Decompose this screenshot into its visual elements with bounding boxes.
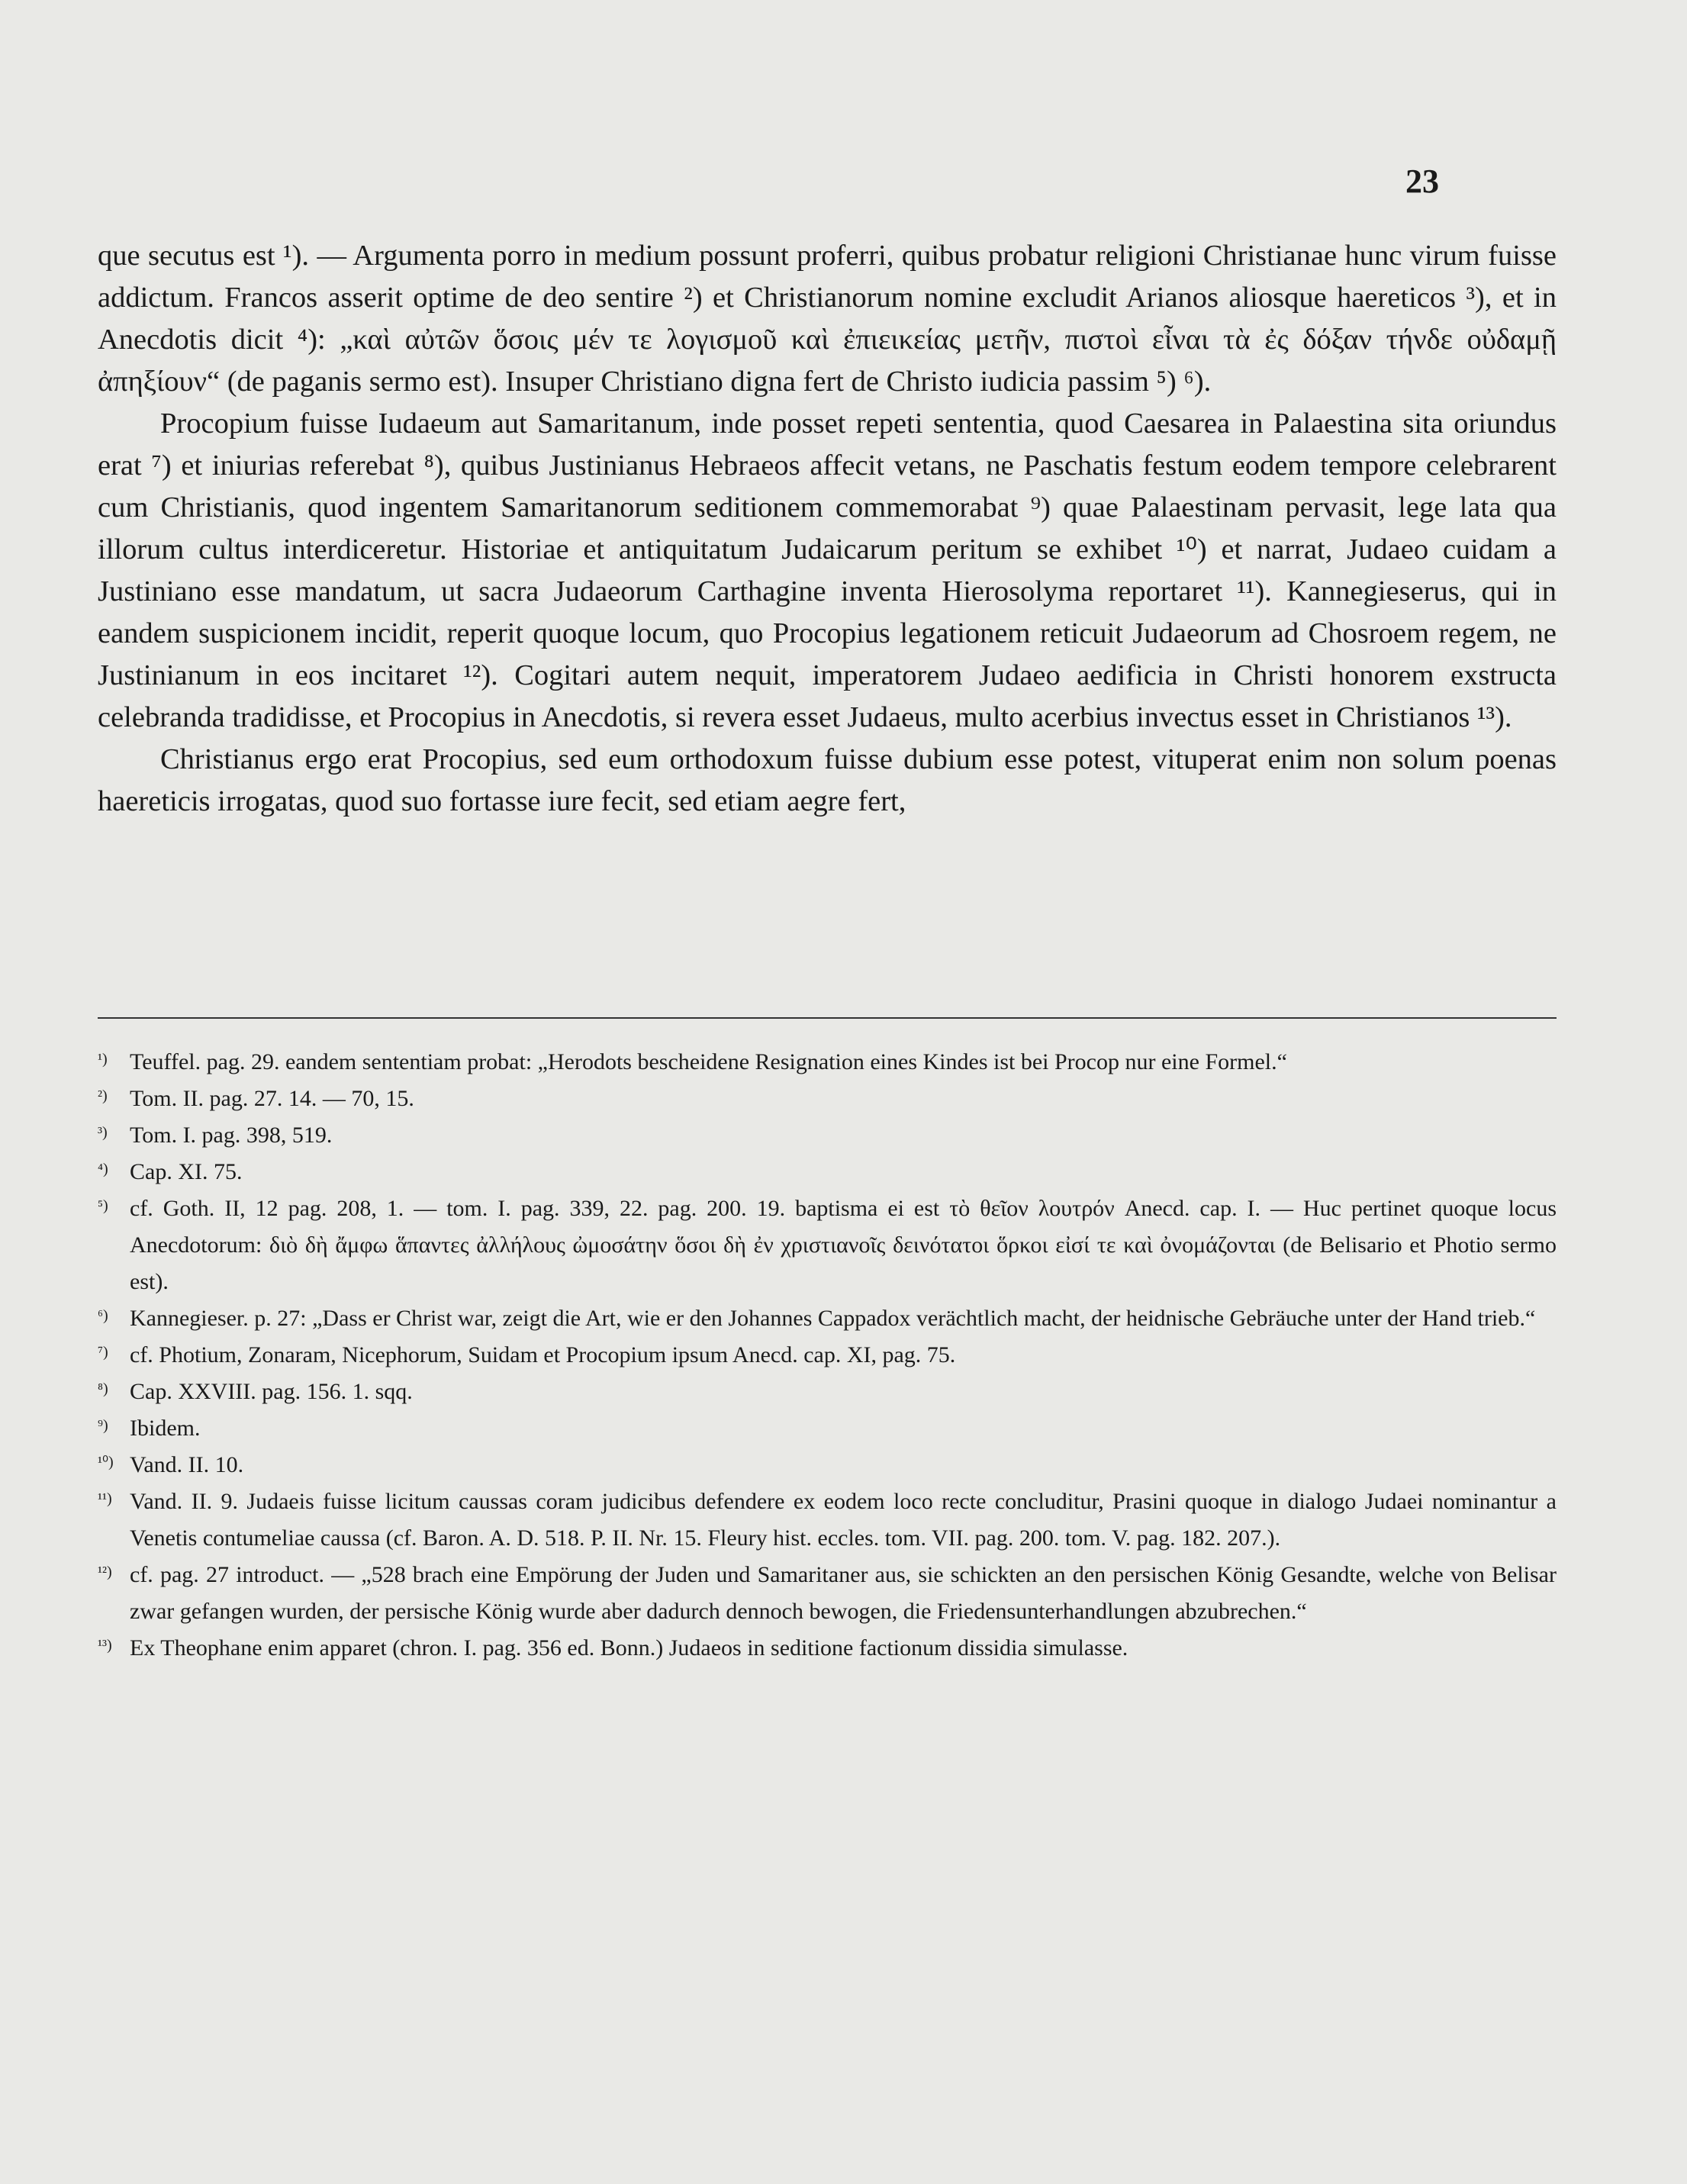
footnote-marker: ¹)	[98, 1051, 108, 1068]
footnotes	[98, 1044, 1557, 1667]
footnote-marker: ⁵)	[98, 1197, 108, 1214]
footnote-text: Ibidem.	[130, 1416, 201, 1441]
footnote-marker: ¹¹)	[98, 1490, 112, 1507]
main-text	[98, 235, 1557, 823]
footnote-marker: ³)	[98, 1124, 108, 1141]
footnote-marker: ⁷)	[98, 1344, 108, 1361]
footnote-marker: ¹²)	[98, 1564, 112, 1580]
paragraph: Procopium fuisse Iudaeum aut Samaritanum, inde posset repeti sententia, quod Caesarea in Palaestina sita oriundus erat ⁷) et iniurias referebat ⁸), quibus Justinianus Hebraeos affecit vetans, ne Paschatis festum eodem tempore celebrarent cum Christianis, quod ingentem Samaritanorum seditionem commemorabat ⁹) quae Palaestinam pervasit, lege lata qua illorum cultus interdiceretur. Historiae et antiquitatum Judaicarum peritum se exhibet ¹⁰) et narrat, Judaeo cuidam a Justiniano esse mandatum, ut sacra Judaeorum Carthagine inventa Hierosolyma reportaret ¹¹). Kannegieserus, qui in eandem suspicionem incidit, reperit quoque locum, quo Procopius legationem reticuit Judaeorum ad Chosroem regem, ne Justinianum in eos incitaret ¹²). Cogitari autem nequit, imperatorem Judaeo aedificia in Christi honorem exstructa celebranda tradidisse, et Procopius in Anecdotis, si revera esset Judaeus, multo acerbius invectus esset in Christianos ¹³).	[98, 407, 1557, 733]
footnote-marker: ⁹)	[98, 1417, 108, 1434]
footnote-text: Tom. II. pag. 27. 14. — 70, 15.	[130, 1086, 414, 1111]
paragraph: que secutus est ¹). — Argumenta porro in medium possunt proferri, quibus probatur religioni Christianae hunc virum fuisse addictum. Francos asserit optime de deo sentire ²) et Christianorum nomine excludit Arianos aliosque haereticos ³), et in Anecdotis dicit ⁴): „καὶ αὐτῶν ὅσοις μέν τε λογισμοῦ καὶ ἐπιεικείας μετῆν, πιστοὶ εἶναι τὰ ἐς δόξαν τήνδε οὐδαμῇ ἀπηξίουν“ (de paganis sermo est). Insuper Christiano digna fert de Christo iudicia passim ⁵) ⁶).	[98, 240, 1557, 398]
footnote-marker: ¹³)	[98, 1637, 112, 1654]
footnote-text: cf. Photium, Zonaram, Nicephorum, Suidam et Procopium ipsum Anecd. cap. XI, pag. 75.	[130, 1342, 956, 1367]
footnote-text: Ex Theophane enim apparet (chron. I. pag. 356 ed. Bonn.) Judaeos in seditione factionum dissidia simulasse.	[130, 1635, 1128, 1661]
footnote-text: Vand. II. 10.	[130, 1452, 244, 1477]
footnote-text: Cap. XI. 75.	[130, 1159, 243, 1184]
page-number: 23	[1405, 163, 1439, 200]
footnote-marker: ⁶)	[98, 1307, 108, 1324]
footnote	[98, 1081, 1557, 1117]
footnote-text: Kannegieser. p. 27: „Dass er Christ war, zeigt die Art, wie er den Johannes Cappadox verächtlich macht, der heidnische Gebräuche unter der Hand trieb.“	[130, 1306, 1536, 1331]
footnote-text: Teuffel. pag. 29. eandem sententiam probat: „Herodots bescheidene Resignation eines Kindes ist bei Procop nur eine Formel.“	[130, 1049, 1287, 1074]
footnote	[98, 1557, 1557, 1630]
footnote	[98, 1190, 1557, 1300]
footnote-text: Tom. I. pag. 398, 519.	[130, 1123, 333, 1148]
footnote-divider	[98, 1017, 1557, 1019]
footnote-marker: ⁴)	[98, 1161, 108, 1177]
footnote	[98, 1117, 1557, 1154]
footnote-marker: ¹⁰)	[98, 1454, 114, 1470]
footnote	[98, 1483, 1557, 1557]
footnote	[98, 1630, 1557, 1667]
footnote	[98, 1410, 1557, 1447]
footnote	[98, 1300, 1557, 1337]
footnote	[98, 1374, 1557, 1410]
footnote-marker: ⁸)	[98, 1380, 108, 1397]
footnote	[98, 1044, 1557, 1081]
paragraph: Christianus ergo erat Procopius, sed eum orthodoxum fuisse dubium esse potest, vituperat enim non solum poenas haereticis irrogatas, quod suo fortasse iure fecit, sed etiam aegre fert,	[98, 743, 1557, 817]
footnote	[98, 1447, 1557, 1483]
footnote-text: cf. pag. 27 introduct. — „528 brach eine Empörung der Juden und Samaritaner aus, sie schickten an den persischen König Gesandte, welche von Belisar zwar gefangen wurden, der persische König wurde aber dadurch dennoch bewogen, die Friedensunterhandlungen abzubrechen.“	[130, 1562, 1557, 1624]
footnote	[98, 1154, 1557, 1190]
footnote-text: Cap. XXVIII. pag. 156. 1. sqq.	[130, 1379, 413, 1404]
footnote-marker: ²)	[98, 1087, 108, 1104]
footnote	[98, 1337, 1557, 1374]
footnote-text: Vand. II. 9. Judaeis fuisse licitum caussas coram judicibus defendere ex eodem loco recte concluditur, Prasini quoque in dialogo Judaei nominantur a Venetis contumeliae caussa (cf. Baron. A. D. 518. P. II. Nr. 15. Fleury hist. eccles. tom. VII. pag. 200. tom. V. pag. 182. 207.).	[130, 1489, 1557, 1551]
footnote-text: cf. Goth. II, 12 pag. 208, 1. — tom. I. pag. 339, 22. pag. 200. 19. baptisma ei est τὸ θεῖον λουτρόν Anecd. cap. I. — Huc pertinet quoque locus Anecdotorum: διὸ δὴ ἄμφω ἅπαντες ἀλλήλους ὠμοσάτην ὅσοι δὴ ἐν χριστιανοῖς δεινότατοι ὅρκοι εἰσί τε καὶ ὀνομάζονται (de Belisario et Photio sermo est).	[130, 1196, 1557, 1294]
